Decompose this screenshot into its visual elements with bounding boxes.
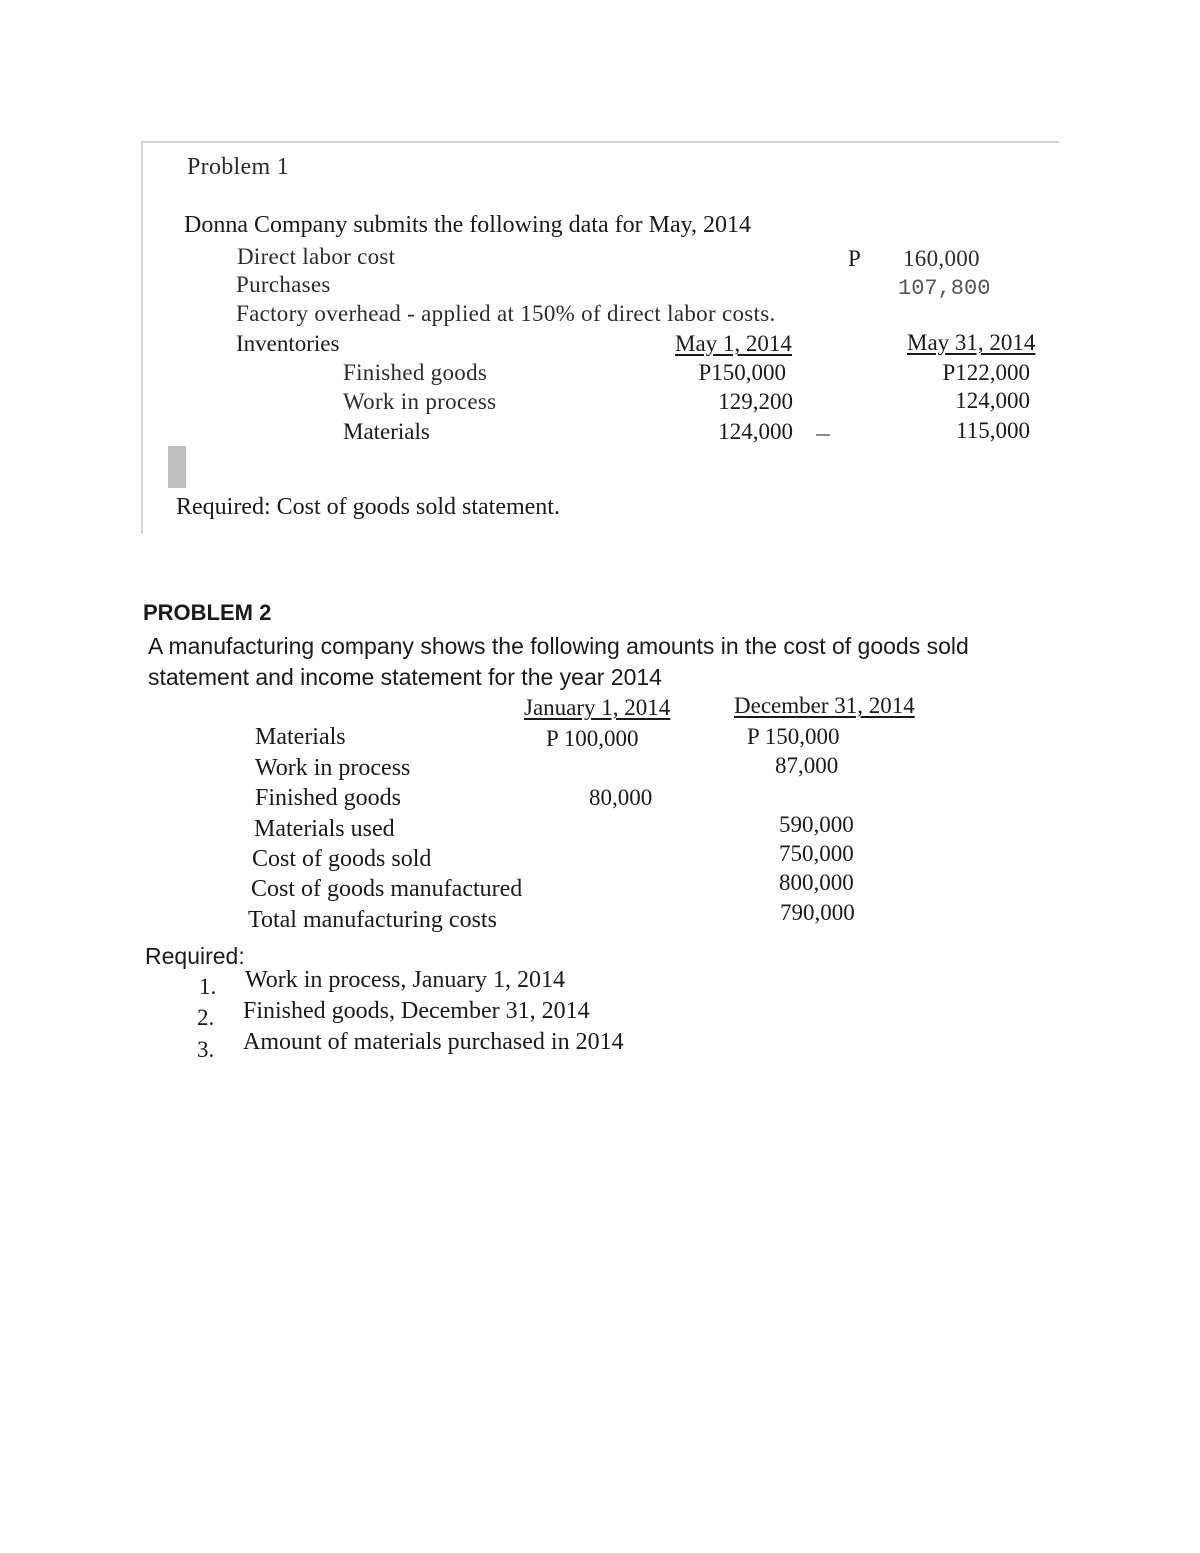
p2-materials-used-dec: 590,000 xyxy=(779,812,854,837)
inventories-may31-header: May 31, 2014 xyxy=(907,330,1036,355)
required-item-3-text: Amount of materials purchased in 2014 xyxy=(243,1029,624,1055)
p2-total-manufacturing-label: Total manufacturing costs xyxy=(248,907,497,933)
factory-overhead-note: Factory overhead - applied at 150% of direct labor costs. xyxy=(236,301,776,326)
problem2-intro-line1: A manufacturing company shows the following amounts in the cost of goods sold xyxy=(148,633,969,659)
direct-labor-currency: P xyxy=(848,246,861,271)
problem1-frame-top xyxy=(143,141,1059,143)
december-header: December 31, 2014 xyxy=(734,693,915,718)
work-in-process-may31: 124,000 xyxy=(955,388,1030,413)
work-in-process-label: Work in process xyxy=(343,389,497,414)
finished-goods-may31: P122,000 xyxy=(942,360,1030,385)
inventories-label: Inventories xyxy=(236,331,340,356)
problem2-required-label: Required: xyxy=(145,943,245,969)
work-in-process-may1: 129,200 xyxy=(718,389,793,414)
p2-materials-jan: P 100,000 xyxy=(546,726,639,751)
problem2-intro-line2: statement and income statement for the year 2014 xyxy=(148,664,662,690)
dash-mark xyxy=(816,434,830,436)
p2-cogm-dec: 800,000 xyxy=(779,870,854,895)
required-item-1-text: Work in process, January 1, 2014 xyxy=(245,967,566,993)
problem1-required: Required: Cost of goods sold statement. xyxy=(176,494,560,520)
required-item-2-num: 2. xyxy=(197,1005,215,1030)
p2-cogm-label: Cost of goods manufactured xyxy=(251,876,523,902)
materials-label: Materials xyxy=(343,419,430,444)
finished-goods-may1: P150,000 xyxy=(698,360,786,385)
finished-goods-label: Finished goods xyxy=(343,360,488,385)
required-item-2-text: Finished goods, December 31, 2014 xyxy=(243,998,590,1024)
january-header: January 1, 2014 xyxy=(524,695,671,720)
p2-work-in-process-dec: 87,000 xyxy=(775,753,839,778)
required-item-3-num: 3. xyxy=(197,1037,215,1062)
p2-finished-goods-jan: 80,000 xyxy=(589,785,653,810)
p2-materials-dec: P 150,000 xyxy=(747,724,840,749)
p2-cogs-dec: 750,000 xyxy=(779,841,854,866)
p2-total-manufacturing-dec: 790,000 xyxy=(780,900,855,925)
required-item-1-num: 1. xyxy=(199,974,217,999)
p2-materials-label: Materials xyxy=(255,724,346,750)
p2-cogs-label: Cost of goods sold xyxy=(252,846,432,872)
inventories-may1-header: May 1, 2014 xyxy=(675,331,792,356)
problem2-title: PROBLEM 2 xyxy=(143,600,272,625)
materials-may31: 115,000 xyxy=(956,418,1030,443)
problem1-frame-left xyxy=(141,141,143,534)
purchases-value: 107,800 xyxy=(898,276,991,301)
p2-work-in-process-label: Work in process xyxy=(255,755,411,781)
p2-materials-used-label: Materials used xyxy=(254,816,395,842)
problem1-title: Problem 1 xyxy=(187,154,290,180)
direct-labor-value: 160,000 xyxy=(903,246,980,271)
problem1-intro: Donna Company submits the following data for May, 2014 xyxy=(184,212,752,238)
materials-may1: 124,000 xyxy=(718,419,793,444)
p2-finished-goods-label: Finished goods xyxy=(255,785,402,811)
margin-marker xyxy=(168,446,186,488)
direct-labor-label: Direct labor cost xyxy=(237,244,396,269)
purchases-label: Purchases xyxy=(236,272,331,297)
